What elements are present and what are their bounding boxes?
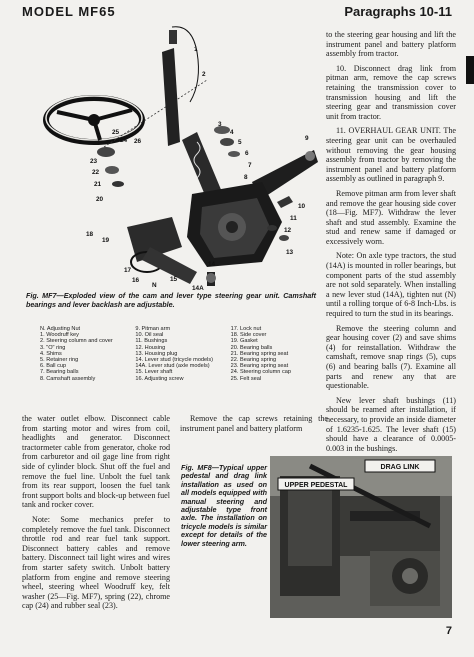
legend-item: 6. Ball cup — [40, 363, 67, 370]
exploded-steering-gear-illustration — [22, 22, 318, 292]
callout-14: 14 — [208, 261, 216, 268]
photo-label-drag-link: DRAG LINK — [380, 464, 420, 471]
legend-item: 20. Bearing balls — [230, 344, 273, 351]
callout-20: 20 — [96, 196, 104, 203]
page-number: 7 — [445, 625, 452, 637]
legend-item: 18. Side cover — [230, 332, 267, 339]
paragraph: Note: Some mechanics prefer to completely remove the fuel tank. Disconnect throttle rod and rear fuel tank support. Disconnect battery cables and remove battery. Disconnect tail light wires and wires from starter safety switch. Unbolt battery platform from engine and remove steering wheel, steering wheel Woodruff key, felt washer (25—Fig. MF7), spring (22), chrome cap (24) and rubber seal (23). — [22, 514, 170, 611]
legend-item: 1. Woodruff key — [40, 332, 79, 339]
legend-item: 13. Housing plug — [135, 350, 178, 357]
paragraph: 11. OVERHAUL GEAR UNIT. The steering gear unit can be overhauled without removing the gear housing assembly from tractor by removing the instrument panel and battery platform assembly as outlined in paragraph 9. — [326, 126, 456, 184]
callout-n: N — [152, 282, 157, 289]
legend-item: 19. Gasket — [230, 338, 258, 345]
legend-item: 22. Bearing spring — [230, 357, 277, 364]
paragraph: New lever shaft bushings (11) should be reamed after installation, if necessary, to provide an inside diameter of 1.6235-1.625. The lever shaft (15) should have a clearance of 0.0005-0.003 in the bushings. — [326, 395, 456, 453]
callout-13: 13 — [286, 249, 294, 256]
figure-mf8-photo — [270, 456, 452, 618]
callout-18: 18 — [86, 231, 94, 238]
callout-21: 21 — [94, 181, 102, 188]
legend-item: N. Adjusting Nut — [40, 326, 81, 332]
legend-item: 23. Bearing spring seat — [230, 363, 289, 370]
legend-item: 8. Camshaft assembly — [40, 375, 96, 382]
legend-item: 11. Bushings — [135, 338, 168, 345]
callout-23: 23 — [90, 158, 98, 165]
callout-12: 12 — [284, 227, 292, 234]
figure-mf7-drawing — [22, 22, 318, 292]
paragraph: Remove the cap screws retaining the instrument panel and battery platform — [180, 414, 328, 433]
callout-4: 4 — [230, 129, 234, 136]
tractor-steering-photo — [270, 456, 452, 618]
callout-3: 3 — [218, 121, 222, 128]
callout-10: 10 — [298, 203, 306, 210]
callout-22: 22 — [92, 169, 100, 176]
callout-5: 5 — [238, 139, 242, 146]
legend-item: 25. Felt seal — [230, 375, 262, 382]
callout-1: 1 — [194, 46, 198, 53]
legend-item: 2. Steering column and cover — [40, 338, 113, 345]
page-header-model: MODEL MF65 — [22, 4, 116, 19]
legend-item: 15. Lever shaft — [135, 369, 173, 376]
figure-mf8-caption: Fig. MF8—Typical upper pedestal and drag link installation as used on all models equipped with manual steering and adjustable type front axle. The installation on tricycle models is similar except for details of the lower steering arm. — [181, 463, 267, 548]
legend-column-1 — [40, 326, 129, 382]
paragraph: 10. Disconnect drag link from pitman arm, remove the cap screws retaining the transmission cover to transmission housing and lift the steering gear and transmission cover unit from tractor. — [326, 63, 456, 121]
legend-item: 14. Lever stud (tricycle models) — [135, 357, 214, 364]
paragraph: the water outlet elbow. Disconnect cable from starting motor and wires from coil, headlights and generator. Disconnect tractormeter cable from generator, choke rod from carburetor and oil gage line from right side of cylinder block. Shut off the fuel and remove the fuel line. Unbolt the fuel tank from its rear support, loosen the fuel tank front support bolts and block-up between fuel tank and rocker cover. — [22, 414, 170, 510]
callout-19: 19 — [102, 237, 110, 244]
paragraph: Note: On axle type tractors, the stud (14A) is mounted in roller bearings, but component parts of the stud assembly are not sold separately. When installing a new lever stud (14A), tighten nut (N) until a rolling torque of 6-8 Inch-Lbs. is required to turn the stud in its bearings. — [326, 251, 456, 319]
legend-item: 4. Shims — [40, 350, 62, 357]
callout-16: 16 — [132, 277, 140, 284]
legend-item: 14A. Lever stud (axle models) — [135, 363, 210, 370]
legend-item: 3. "O" ring — [40, 344, 66, 351]
paragraph: Remove the steering column and gear housing cover (2) and save shims (4) for reinstallation. Withdraw the camshaft, remove snap rings (5), cups (6) and bearing balls (7). Examine all parts and renew any that are questionable. — [326, 323, 456, 391]
callout-6: 6 — [245, 150, 249, 157]
legend-item: 5. Retainer ring — [40, 357, 79, 364]
figure-mf7-legend — [40, 326, 320, 382]
paragraph: Remove pitman arm from lever shaft and remove the gear housing side cover (18—Fig. MF7). Withdraw the lever shaft and stud assembly. Examine the stud and renew same if damaged or excessively worn. — [326, 188, 456, 246]
legend-item: 16. Adjusting screw — [135, 375, 184, 382]
legend-column-3 — [231, 326, 320, 382]
callout-25: 25 — [112, 129, 120, 136]
legend-column-2 — [135, 326, 224, 382]
left-column-bottom — [22, 414, 170, 616]
steering-column-tube — [162, 48, 180, 146]
legend-item: 7. Bearing balls — [40, 369, 79, 376]
callout-17: 17 — [124, 267, 132, 274]
photo-label-upper-pedestal: UPPER PEDESTAL — [284, 482, 348, 489]
legend-item: 21. Bearing spring seat — [230, 350, 289, 357]
callout-11: 11 — [290, 215, 297, 222]
callout-15: 15 — [170, 276, 178, 283]
callout-7: 7 — [248, 162, 252, 169]
paragraph: to the steering gear housing and lift the instrument panel and battery platform assembly from tractor. — [326, 30, 456, 59]
legend-item: 9. Pitman arm — [135, 326, 171, 332]
page-header-paragraphs: Paragraphs 10-11 — [344, 4, 452, 19]
legend-item: 24. Steering column cap — [230, 369, 291, 376]
callout-24: 24 — [120, 137, 128, 144]
legend-item: 10. Oil seal — [135, 332, 164, 339]
callout-8: 8 — [244, 174, 248, 181]
callout-26: 26 — [134, 138, 142, 145]
callout-2: 2 — [202, 71, 206, 78]
camshaft-assembly — [182, 132, 222, 200]
figure-mf7-caption: Fig. MF7—Exploded view of the cam and lever type steering gear unit. Camshaft bearings and lever backlash are adjustable. — [26, 291, 316, 309]
right-column-top — [326, 30, 456, 458]
legend-item: 12. Housing — [135, 344, 166, 351]
section-edge-tab — [466, 56, 474, 84]
legend-item: 17. Lock nut — [230, 326, 262, 332]
middle-column-bottom — [180, 414, 328, 438]
callout-14a: 14A — [192, 285, 204, 292]
callout-9: 9 — [305, 135, 309, 142]
